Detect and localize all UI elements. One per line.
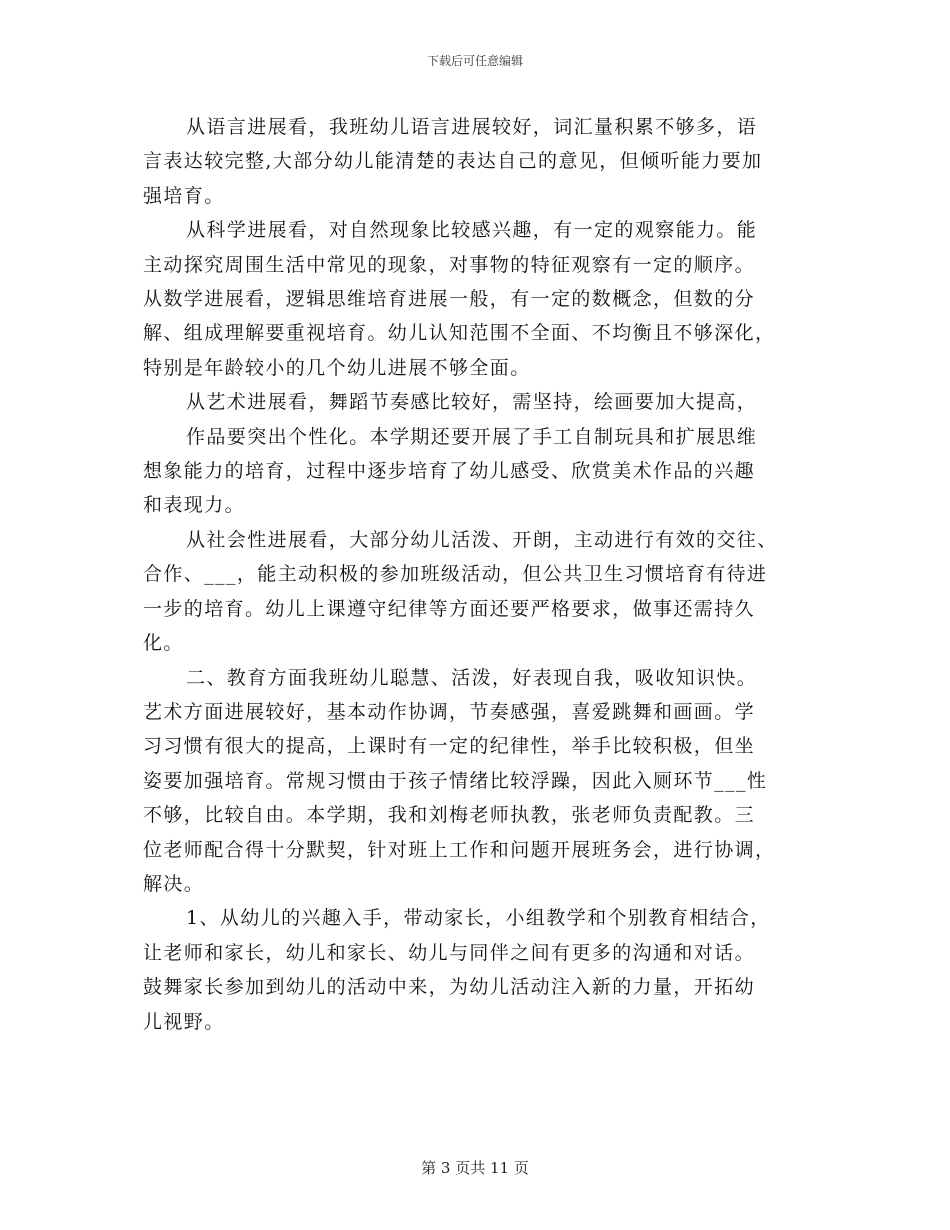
text-line: 不够，比较自由。本学期，我和刘梅老师执教，张老师负责配教。三 (143, 804, 756, 827)
text-line: 从艺术进展看，舞蹈节奏感比较好，需坚持，绘画要加大提高， (186, 391, 758, 414)
text-line: 想象能力的培育，过程中逐步培育了幼儿感受、欣赏美术作品的兴趣 (143, 460, 756, 483)
paragraph-education (143, 661, 808, 902)
text-line: 化。 (143, 632, 184, 655)
text-line: 从语言进展看，我班幼儿语言进展较好，词汇量积累不够多，语 (186, 116, 758, 138)
text-line: 二、教育方面我班幼儿聪慧、活泼，好表现自我，吸收知识快。 (186, 666, 758, 689)
text-line: 从社会性进展看，大部分幼儿活泼、开朗，主动进行有效的交往、 (186, 528, 778, 551)
text-line: 艺术方面进展较好，基本动作协调，节奏感强，喜爱跳舞和画画。学 (143, 700, 756, 723)
text-line: 从科学进展看，对自然现象比较感兴趣，有一定的观察能力。能 (186, 219, 758, 242)
text-line: 特别是年龄较小的几个幼儿进展不够全面。 (143, 356, 531, 379)
text-line: 鼓舞家长参加到幼儿的活动中来，为幼儿活动注入新的力量，开拓幼 (143, 976, 756, 999)
page-footer: 第 3 页共 11 页 (421, 1159, 529, 1177)
text-line: 习习惯有很大的提高，上课时有一定的纪律性，举手比较积极，但坐 (143, 735, 756, 758)
paragraph-science (143, 213, 808, 385)
text-line: 合作、___，能主动积极的参加班级活动，但公共卫生习惯培育有待进 (143, 563, 768, 586)
document-body (143, 110, 808, 1039)
paragraph-social (143, 523, 808, 661)
text-line: 一步的培育。幼儿上课遵守纪律等方面还要严格要求，做事还需持久 (143, 597, 756, 620)
text-line: 言表达较完整,大部分幼儿能清楚的表达自己的意见，但倾听能力要加 (143, 150, 763, 173)
paragraph-item-1 (143, 901, 808, 1039)
page-header: 下载后可任意编辑 (426, 54, 523, 68)
text-line: 儿视野。 (143, 1010, 225, 1033)
text-line: 从数学进展看，逻辑思维培育进展一般，有一定的数概念，但数的分 (143, 288, 756, 311)
paragraph-language (143, 110, 808, 213)
text-line: 让老师和家长，幼儿和家长、幼儿与同伴之间有更多的沟通和对话。 (143, 941, 756, 964)
text-line: 强培育。 (143, 184, 225, 207)
text-line: 解、组成理解要重视培育。幼儿认知范围不全面、不均衡且不够深化， (143, 322, 776, 345)
text-line: 位老师配合得十分默契，针对班上工作和问题开展班务会，进行协调， (143, 838, 776, 861)
text-line: 姿要加强培育。常规习惯由于孩子情绪比较浮躁，因此入厕环节___性 (143, 769, 768, 792)
text-line: 作品要突出个性化。本学期还要开展了手工自制玩具和扩展思维 (186, 425, 758, 448)
text-line: 解决。 (143, 872, 205, 895)
paragraph-art (143, 385, 808, 523)
text-line: 主动探究周围生活中常见的现象，对事物的特征观察有一定的顺序。 (143, 253, 756, 276)
text-line: 和表现力。 (143, 494, 246, 517)
text-line: 1、从幼儿的兴趣入手，带动家长，小组教学和个别教育相结合， (186, 907, 771, 930)
